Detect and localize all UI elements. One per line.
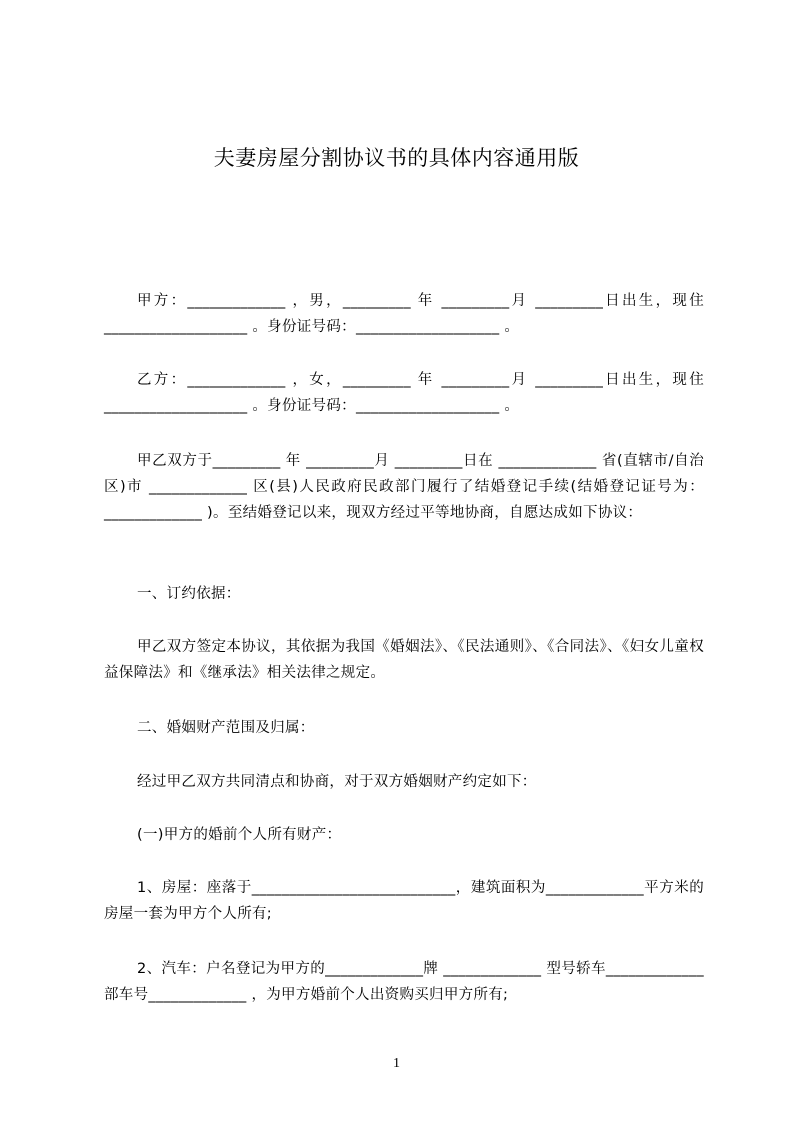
document-title: 夫妻房屋分割协议书的具体内容通用版 [213,146,580,170]
party-b-paragraph: 乙方：_____________ ，女，_________ 年 _________月 _________日出生，现住___________________ 。身份证号码：___________________ 。 [104,372,704,414]
party-a-paragraph: 甲方：_____________ ，男，_________ 年 _________月 _________日出生，现住___________________ 。身份证号码：___________________ 。 [104,293,704,335]
page-number: 1 [393,1056,400,1071]
section2-intro: 经过甲乙双方共同清点和协商，对于双方婚姻财产约定如下： [137,774,537,790]
subsection1-heading: (一)甲方的婚前个人所有财产： [137,827,342,843]
section1-body: 甲乙双方签定本协议，其依据为我国《婚姻法》、《民法通则》、《合同法》、《妇女儿童权益保障法》和《继承法》相关法律之规定。 [104,639,704,681]
item1-house: 1、房屋：座落于___________________________，建筑面积为_____________平方米的房屋一套为甲方个人所有; [104,880,704,922]
item2-car: 2、汽车：户名登记为甲方的_____________牌 _____________ 型号轿车_____________ 部车号_____________ ，为甲方婚前个人出资购买归甲方所有; [104,961,704,1003]
marriage-paragraph: 甲乙双方于_________ 年 _________月 _________日在 _____________ 省(直辖市/自治区)市 _____________ 区(县)人民政府民政部门履行了结婚登记手续(结婚登记证号为： _____________ )。至结婚登记以来，现双方经过平等地协商，自愿达成如下协议： [104,453,704,521]
section1-heading: 一、订约依据： [137,586,241,602]
section2-heading: 二、婚姻财产范围及归属： [137,720,315,736]
